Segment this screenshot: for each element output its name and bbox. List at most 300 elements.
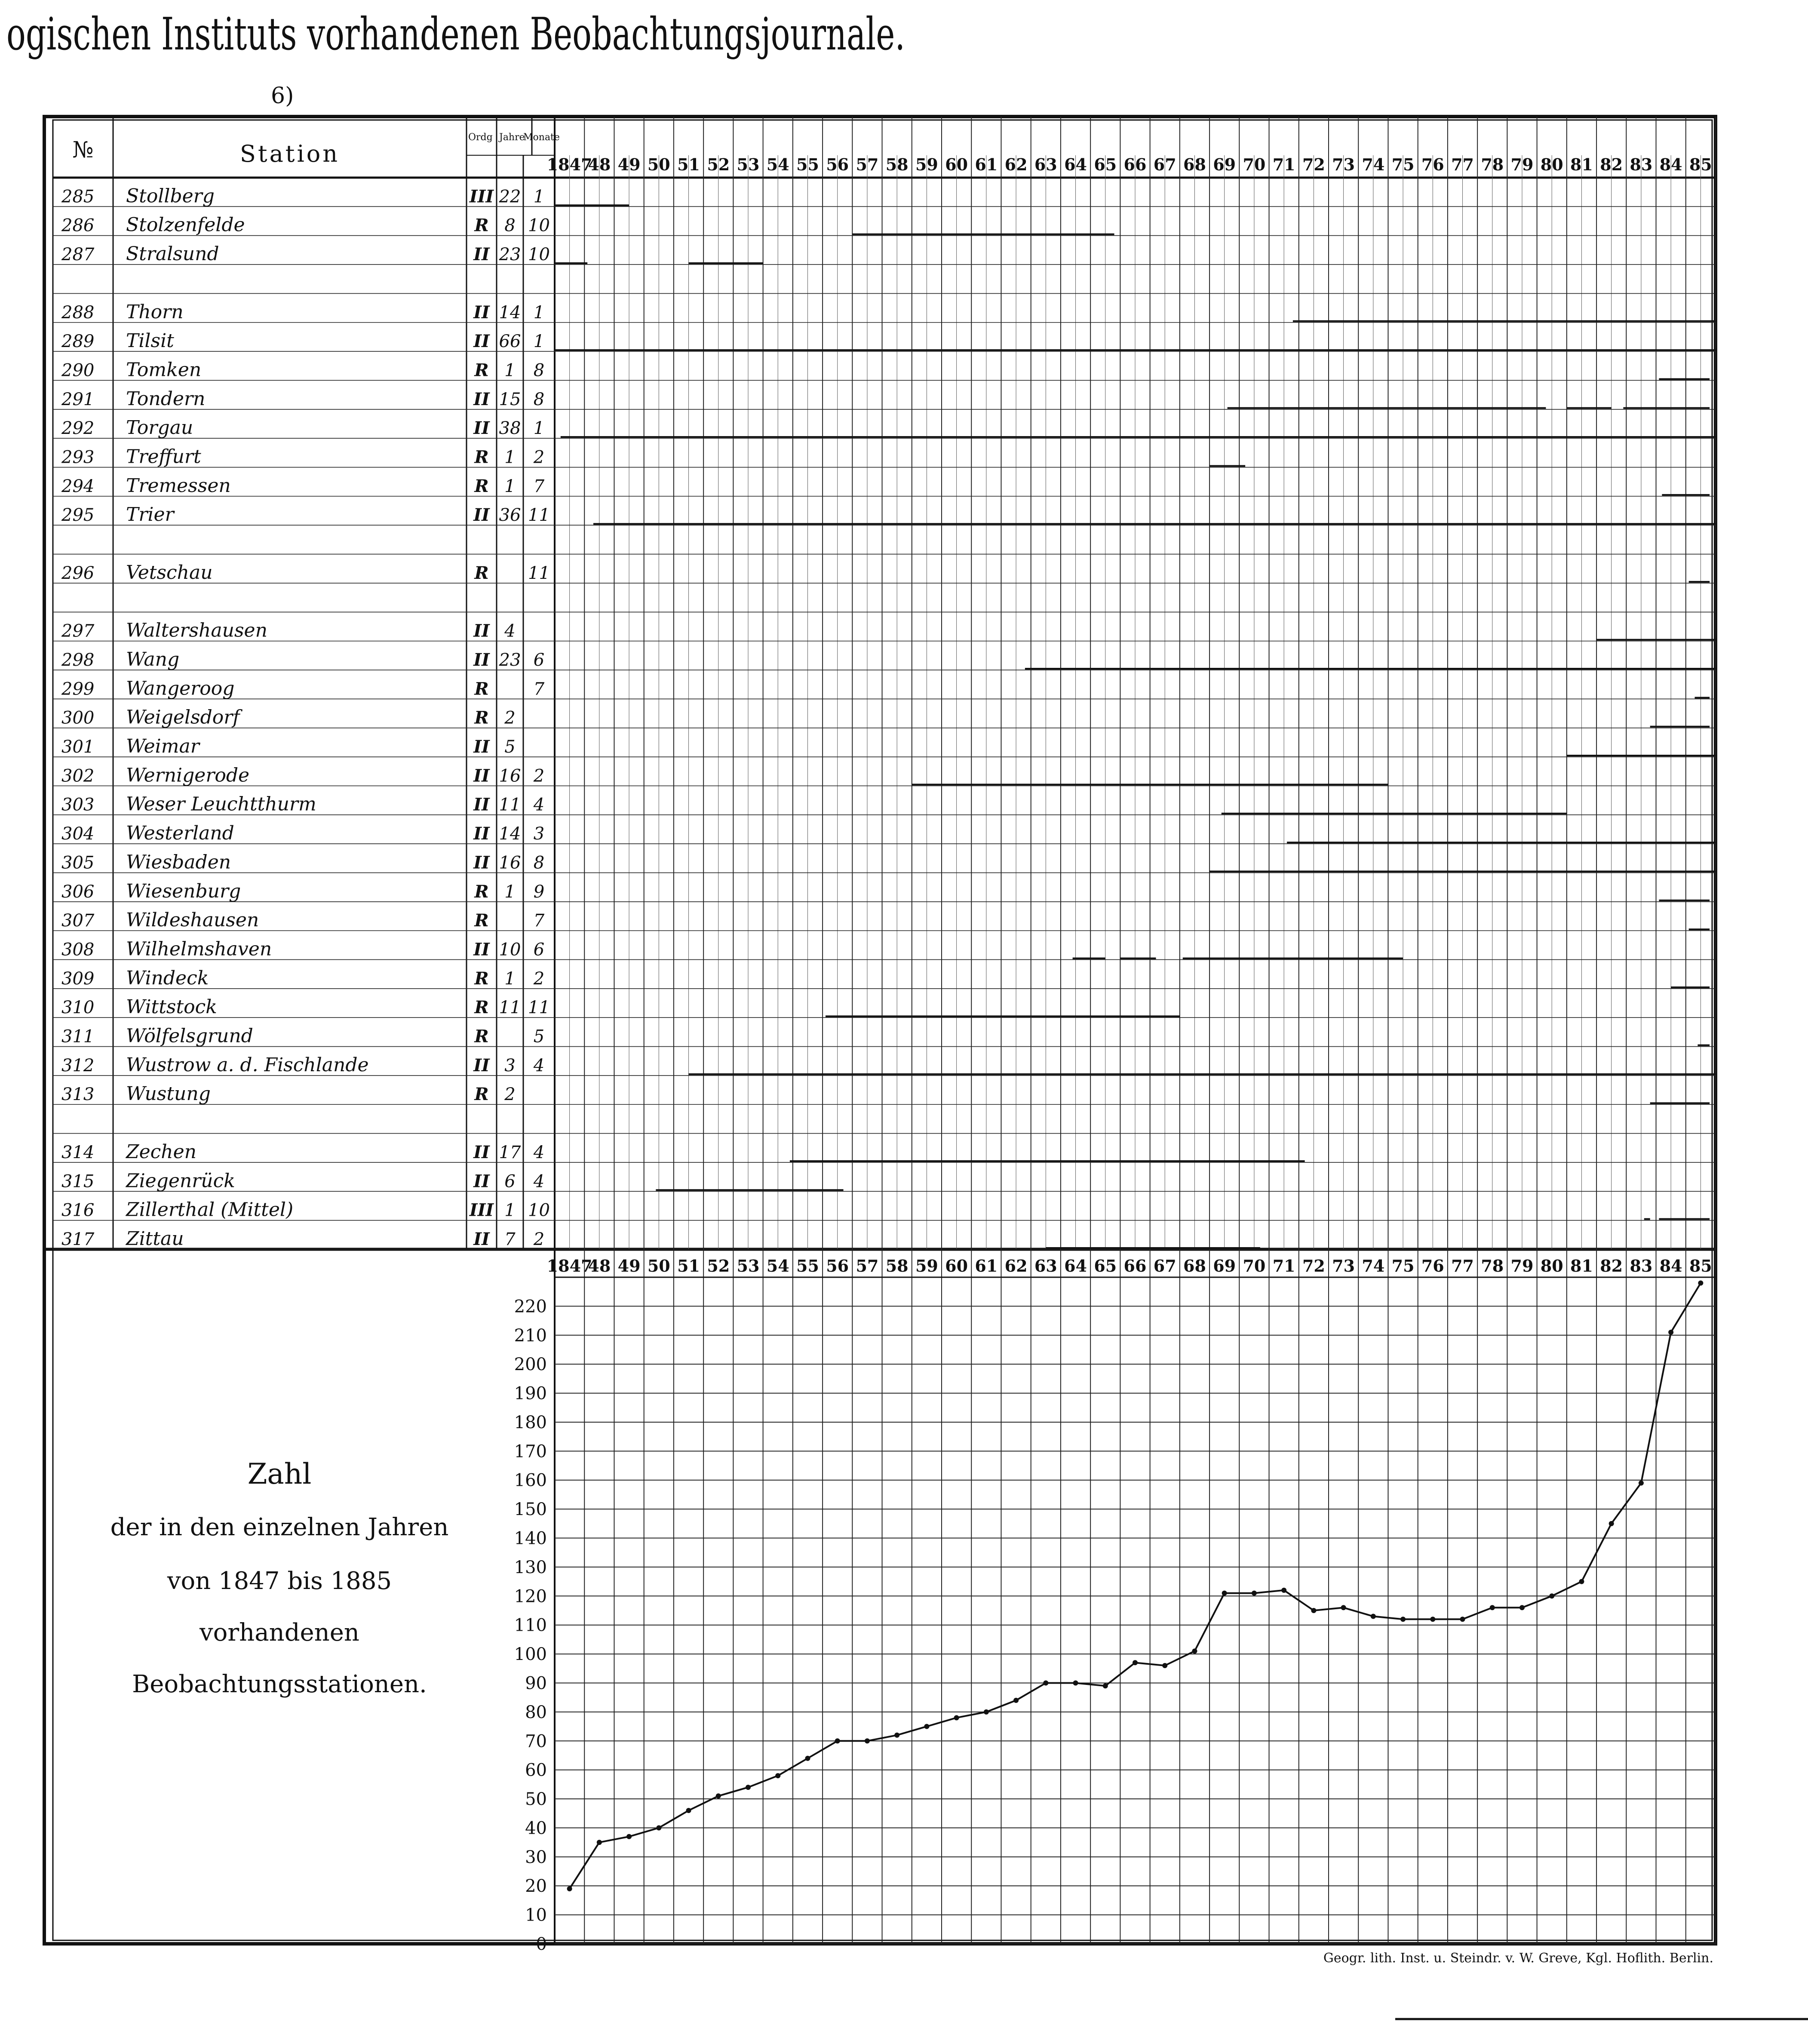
station-rows xyxy=(53,185,1716,1250)
x-tick-label: 78 xyxy=(1481,1256,1504,1276)
data-point xyxy=(805,1756,810,1761)
station-order: R xyxy=(474,476,489,496)
station-months: 11 xyxy=(528,998,550,1018)
data-point xyxy=(1043,1680,1048,1685)
station-order: R xyxy=(474,215,489,236)
y-tick-label: 150 xyxy=(514,1500,547,1520)
station-years: 17 xyxy=(499,1142,521,1162)
station-months: 5 xyxy=(533,1027,545,1047)
y-tick-label: 90 xyxy=(525,1673,547,1694)
station-number: 296 xyxy=(61,563,95,583)
year-header: 77 xyxy=(1451,155,1474,174)
station-name: Zittau xyxy=(126,1228,184,1250)
station-number: 287 xyxy=(61,245,95,265)
station-count-chart xyxy=(514,1256,1716,1954)
header-station: Station xyxy=(239,140,340,167)
y-tick-label: 60 xyxy=(525,1760,547,1780)
station-order: R xyxy=(474,1084,489,1105)
header-nr: № xyxy=(72,137,94,163)
station-number: 311 xyxy=(61,1027,95,1047)
station-order: R xyxy=(474,997,489,1018)
station-years: 1 xyxy=(504,447,516,467)
station-years: 23 xyxy=(499,650,521,670)
data-point xyxy=(686,1808,691,1813)
station-number: 286 xyxy=(61,215,95,236)
x-tick-label: 58 xyxy=(885,1256,909,1276)
year-header: 85 xyxy=(1689,155,1712,174)
station-months: 4 xyxy=(533,1171,545,1192)
x-tick-label: 77 xyxy=(1451,1256,1474,1276)
station-months: 6 xyxy=(533,940,545,960)
data-point xyxy=(1579,1579,1584,1584)
x-tick-label: 71 xyxy=(1272,1256,1295,1276)
station-order: II xyxy=(473,1171,490,1192)
year-header: 76 xyxy=(1421,155,1444,174)
station-number: 293 xyxy=(61,447,95,467)
station-months: 2 xyxy=(533,1229,545,1249)
station-months: 1 xyxy=(533,418,545,439)
station-months: 7 xyxy=(533,476,545,496)
y-tick-label: 20 xyxy=(525,1876,547,1896)
data-point xyxy=(894,1733,899,1738)
data-point xyxy=(626,1834,632,1839)
station-number: 315 xyxy=(61,1171,95,1192)
station-order: R xyxy=(474,447,489,467)
station-years: 14 xyxy=(499,824,521,844)
station-years: 36 xyxy=(499,505,521,526)
x-tick-label: 81 xyxy=(1570,1256,1593,1276)
station-years: 66 xyxy=(499,332,521,352)
station-years: 16 xyxy=(499,766,521,786)
station-number: 298 xyxy=(61,650,95,670)
station-number: 301 xyxy=(61,737,95,757)
x-tick-label: 48 xyxy=(588,1256,611,1276)
station-name: Waltershausen xyxy=(126,619,267,642)
station-order: R xyxy=(474,1026,489,1047)
x-tick-label: 59 xyxy=(915,1256,938,1276)
station-years: 4 xyxy=(504,621,516,641)
station-number: 304 xyxy=(61,824,95,844)
data-point xyxy=(716,1793,721,1798)
year-header: 70 xyxy=(1243,155,1266,174)
station-name: Wustung xyxy=(126,1083,211,1105)
year-header: 55 xyxy=(796,155,819,174)
y-tick-label: 100 xyxy=(514,1644,547,1665)
station-order: II xyxy=(473,389,490,409)
station-months: 10 xyxy=(528,1200,550,1220)
station-number: 297 xyxy=(61,621,95,641)
station-number: 308 xyxy=(61,940,95,960)
data-point xyxy=(984,1709,989,1715)
x-tick-label: 83 xyxy=(1630,1256,1653,1276)
data-point xyxy=(1281,1588,1286,1593)
data-point xyxy=(1192,1648,1197,1654)
year-header: 64 xyxy=(1064,155,1087,174)
data-point xyxy=(597,1840,602,1845)
station-number: 310 xyxy=(61,998,95,1018)
station-name: Wilhelmshaven xyxy=(126,938,272,960)
station-order: II xyxy=(473,505,490,526)
header-jahre: Jahre xyxy=(499,132,525,143)
station-number: 302 xyxy=(61,766,95,786)
station-order: II xyxy=(473,765,490,786)
year-header: 1847 xyxy=(546,155,592,174)
station-order: R xyxy=(474,707,489,728)
year-header: 52 xyxy=(707,155,730,174)
station-years: 23 xyxy=(499,245,521,265)
outer-border xyxy=(44,117,1716,1944)
x-tick-label: 69 xyxy=(1213,1256,1236,1276)
station-name: Tremessen xyxy=(126,474,231,497)
data-point xyxy=(746,1785,751,1790)
station-order: II xyxy=(473,1229,490,1249)
year-header: 54 xyxy=(766,155,789,174)
station-months: 8 xyxy=(533,389,545,409)
station-years: 1 xyxy=(504,882,516,902)
data-point xyxy=(1252,1591,1257,1596)
data-point xyxy=(1371,1614,1376,1619)
station-months: 2 xyxy=(533,447,545,467)
sheet-number: 6) xyxy=(271,83,294,109)
x-tick-label: 56 xyxy=(826,1256,849,1276)
year-header: 66 xyxy=(1123,155,1147,174)
station-months: 4 xyxy=(533,1142,545,1162)
header-monate: Monate xyxy=(523,132,560,143)
station-number: 285 xyxy=(61,187,95,207)
station-name: Wiesbaden xyxy=(126,851,231,873)
station-years: 10 xyxy=(499,940,521,960)
station-order: II xyxy=(473,824,490,844)
data-point xyxy=(1698,1280,1703,1285)
station-order: R xyxy=(474,360,489,381)
y-tick-label: 120 xyxy=(514,1586,547,1607)
x-tick-label: 61 xyxy=(975,1256,998,1276)
year-header: 69 xyxy=(1213,155,1236,174)
year-header: 75 xyxy=(1391,155,1415,174)
station-name: Vetschau xyxy=(126,561,213,584)
station-name: Tilsit xyxy=(126,330,174,352)
station-number: 303 xyxy=(61,795,95,815)
x-tick-label: 76 xyxy=(1421,1256,1444,1276)
year-header: 57 xyxy=(856,155,879,174)
data-point xyxy=(1311,1608,1316,1613)
station-order: R xyxy=(474,968,489,989)
station-order: III xyxy=(469,1200,494,1220)
station-order: II xyxy=(473,331,490,352)
station-years: 1 xyxy=(504,1200,516,1220)
year-header: 84 xyxy=(1659,155,1682,174)
station-number: 309 xyxy=(61,968,95,989)
station-name: Ziegenrück xyxy=(126,1170,235,1192)
station-name: Treffurt xyxy=(126,446,201,468)
data-point xyxy=(954,1715,959,1720)
x-tick-label: 67 xyxy=(1153,1256,1176,1276)
data-point xyxy=(1639,1480,1644,1485)
caption-line-2: der in den einzelnen Jahren xyxy=(110,1513,449,1541)
year-header: 49 xyxy=(617,155,641,174)
y-tick-label: 160 xyxy=(514,1470,547,1491)
station-years: 14 xyxy=(499,302,521,323)
station-name: Wernigerode xyxy=(126,764,250,787)
station-number: 288 xyxy=(61,302,95,323)
station-name: Wildeshausen xyxy=(126,909,259,931)
caption-line-4: vorhandenen xyxy=(200,1619,359,1647)
station-number: 306 xyxy=(61,882,95,902)
x-tick-label: 73 xyxy=(1332,1256,1355,1276)
station-order: II xyxy=(473,939,490,960)
x-tick-label: 63 xyxy=(1034,1256,1057,1276)
x-tick-label: 75 xyxy=(1391,1256,1415,1276)
station-order: II xyxy=(473,794,490,815)
station-name: Wang xyxy=(126,648,180,670)
data-point xyxy=(924,1724,929,1729)
station-years: 11 xyxy=(499,998,521,1018)
x-tick-label: 66 xyxy=(1123,1256,1147,1276)
station-name: Stolzenfelde xyxy=(126,214,245,236)
station-order: R xyxy=(474,881,489,902)
year-header: 53 xyxy=(737,155,760,174)
station-order: II xyxy=(473,418,490,439)
data-point xyxy=(1609,1521,1614,1526)
station-years: 2 xyxy=(504,708,516,728)
station-months: 9 xyxy=(533,882,545,902)
station-months: 10 xyxy=(528,245,550,265)
station-years: 1 xyxy=(504,476,516,496)
station-name: Weser Leuchtthurm xyxy=(126,793,316,815)
year-header: 59 xyxy=(915,155,938,174)
x-tick-label: 70 xyxy=(1243,1256,1266,1276)
station-order: II xyxy=(473,1055,490,1076)
station-order: II xyxy=(473,621,490,641)
station-months: 7 xyxy=(533,679,545,699)
station-number: 316 xyxy=(61,1200,95,1220)
station-years: 7 xyxy=(504,1229,516,1249)
station-number: 307 xyxy=(61,911,95,931)
station-years: 1 xyxy=(504,968,516,989)
y-tick-label: 70 xyxy=(525,1731,547,1752)
y-tick-label: 200 xyxy=(514,1355,547,1375)
station-years: 5 xyxy=(504,737,516,757)
station-name: Torgau xyxy=(126,417,193,439)
station-months: 3 xyxy=(533,824,545,844)
station-years: 22 xyxy=(499,187,521,207)
chart-caption xyxy=(111,1457,449,1698)
station-order: R xyxy=(474,562,489,583)
station-order: R xyxy=(474,910,489,931)
station-order: R xyxy=(474,679,489,699)
data-point xyxy=(1222,1591,1227,1596)
y-tick-label: 40 xyxy=(525,1818,547,1838)
year-header: 73 xyxy=(1332,155,1355,174)
station-years: 15 xyxy=(499,389,521,409)
station-number: 305 xyxy=(61,853,95,873)
year-header: 62 xyxy=(1004,155,1028,174)
x-tick-label: 68 xyxy=(1183,1256,1206,1276)
station-months: 8 xyxy=(533,853,545,873)
data-point xyxy=(1400,1617,1406,1622)
station-name: Zechen xyxy=(126,1140,196,1163)
station-order: III xyxy=(469,186,494,207)
year-header: 58 xyxy=(885,155,909,174)
year-header: 72 xyxy=(1302,155,1325,174)
station-months: 8 xyxy=(533,360,545,381)
header-ordnung: Ordg xyxy=(468,132,493,143)
y-tick-label: 140 xyxy=(514,1528,547,1549)
y-tick-label: 110 xyxy=(514,1615,547,1635)
station-number: 314 xyxy=(61,1142,95,1162)
station-order: II xyxy=(473,649,490,670)
x-tick-label: 74 xyxy=(1362,1256,1385,1276)
table-header xyxy=(72,132,1712,174)
caption-line-1: Zahl xyxy=(247,1457,312,1491)
data-point xyxy=(1073,1680,1078,1685)
x-tick-label: 50 xyxy=(647,1256,670,1276)
station-years: 3 xyxy=(504,1055,516,1076)
station-years: 11 xyxy=(499,795,521,815)
station-number: 292 xyxy=(61,418,95,439)
station-name: Trier xyxy=(126,504,174,526)
x-tick-label: 82 xyxy=(1600,1256,1623,1276)
y-tick-label: 130 xyxy=(514,1557,547,1577)
year-header: 60 xyxy=(945,155,968,174)
x-tick-label: 52 xyxy=(707,1256,730,1276)
station-order: II xyxy=(473,1142,490,1162)
y-tick-label: 220 xyxy=(514,1297,547,1317)
station-name: Zillerthal (Mittel) xyxy=(126,1199,294,1221)
station-years: 8 xyxy=(504,215,516,236)
station-name: Wittstock xyxy=(126,996,217,1018)
data-point xyxy=(1013,1698,1019,1703)
station-years: 2 xyxy=(504,1085,516,1105)
page-heading: ogischen Instituts vorhandenen Beobachtungsjournale. xyxy=(6,8,905,60)
station-months: 1 xyxy=(533,332,545,352)
station-months: 1 xyxy=(533,302,545,323)
y-tick-label: 0 xyxy=(536,1934,547,1954)
x-tick-label: 64 xyxy=(1064,1256,1087,1276)
station-name: Thorn xyxy=(126,301,184,323)
y-tick-label: 80 xyxy=(525,1702,547,1722)
x-tick-label: 57 xyxy=(856,1256,879,1276)
data-point xyxy=(1668,1330,1673,1335)
station-months: 11 xyxy=(528,505,550,526)
x-tick-label: 85 xyxy=(1689,1256,1712,1276)
x-tick-label: 72 xyxy=(1302,1256,1325,1276)
station-number: 289 xyxy=(61,332,95,352)
x-tick-label: 60 xyxy=(945,1256,968,1276)
data-point xyxy=(775,1773,780,1778)
x-tick-label: 1847 xyxy=(546,1256,592,1276)
x-tick-label: 54 xyxy=(766,1256,789,1276)
year-header: 56 xyxy=(826,155,849,174)
y-tick-label: 170 xyxy=(514,1442,547,1462)
station-name: Wiesenburg xyxy=(126,880,241,902)
station-number: 294 xyxy=(61,476,95,496)
station-name: Wangeroog xyxy=(126,677,235,700)
y-tick-label: 180 xyxy=(514,1412,547,1432)
data-point xyxy=(1133,1660,1138,1665)
station-name: Tondern xyxy=(126,387,206,410)
y-tick-label: 210 xyxy=(514,1325,547,1346)
year-header: 79 xyxy=(1510,155,1534,174)
station-months: 2 xyxy=(533,766,545,786)
station-name: Weimar xyxy=(126,735,200,758)
data-point xyxy=(1341,1605,1346,1610)
station-number: 317 xyxy=(61,1229,95,1249)
imprint: Geogr. lith. Inst. u. Steindr. v. W. Greve, Kgl. Hoflith. Berlin. xyxy=(1323,1951,1713,1966)
station-name: Wustrow a. d. Fischlande xyxy=(126,1054,369,1076)
year-header: 51 xyxy=(677,155,700,174)
station-months: 4 xyxy=(533,795,545,815)
year-header: 67 xyxy=(1153,155,1176,174)
station-order: II xyxy=(473,302,490,323)
station-order: II xyxy=(473,737,490,757)
year-header: 83 xyxy=(1630,155,1653,174)
year-header: 82 xyxy=(1600,155,1623,174)
data-point xyxy=(1430,1617,1435,1622)
y-tick-label: 50 xyxy=(525,1789,547,1810)
x-tick-label: 62 xyxy=(1004,1256,1028,1276)
year-header: 81 xyxy=(1570,155,1593,174)
station-order: II xyxy=(473,244,490,265)
station-number: 300 xyxy=(61,708,95,728)
year-header: 80 xyxy=(1540,155,1563,174)
station-name: Stollberg xyxy=(126,185,215,207)
data-point xyxy=(1460,1617,1465,1622)
station-months: 4 xyxy=(533,1055,545,1076)
x-tick-label: 65 xyxy=(1094,1256,1117,1276)
station-months: 10 xyxy=(528,215,550,236)
station-order: II xyxy=(473,852,490,873)
year-header: 71 xyxy=(1272,155,1295,174)
station-number: 295 xyxy=(61,505,95,526)
x-tick-label: 80 xyxy=(1540,1256,1563,1276)
station-name: Wölfelsgrund xyxy=(126,1025,253,1047)
year-header: 61 xyxy=(975,155,998,174)
data-point xyxy=(567,1886,572,1891)
y-tick-label: 10 xyxy=(525,1905,547,1925)
station-years: 1 xyxy=(504,360,516,381)
x-tick-label: 79 xyxy=(1510,1256,1534,1276)
year-header: 68 xyxy=(1183,155,1206,174)
table-frame xyxy=(44,117,1716,1944)
caption-line-5: Beobachtungsstationen. xyxy=(132,1670,427,1698)
data-point xyxy=(1162,1663,1167,1668)
series-line xyxy=(570,1283,1701,1889)
data-point xyxy=(1519,1605,1525,1610)
year-header: 78 xyxy=(1481,155,1504,174)
x-tick-label: 53 xyxy=(737,1256,760,1276)
year-header: 63 xyxy=(1034,155,1057,174)
y-tick-label: 190 xyxy=(514,1383,547,1404)
station-number: 312 xyxy=(61,1055,95,1076)
station-name: Weigelsdorf xyxy=(126,706,240,728)
station-number: 313 xyxy=(61,1085,95,1105)
station-number: 290 xyxy=(61,360,95,381)
x-tick-label: 51 xyxy=(677,1256,700,1276)
data-point xyxy=(656,1825,661,1830)
data-point xyxy=(835,1738,840,1743)
station-months: 7 xyxy=(533,911,545,931)
station-years: 16 xyxy=(499,853,521,873)
y-tick-label: 30 xyxy=(525,1847,547,1867)
station-name: Stralsund xyxy=(126,243,219,265)
station-number: 299 xyxy=(61,679,95,699)
x-tick-label: 55 xyxy=(796,1256,819,1276)
station-months: 11 xyxy=(528,563,550,583)
data-point xyxy=(1490,1605,1495,1610)
station-name: Tomken xyxy=(126,359,202,381)
data-point xyxy=(865,1738,870,1743)
